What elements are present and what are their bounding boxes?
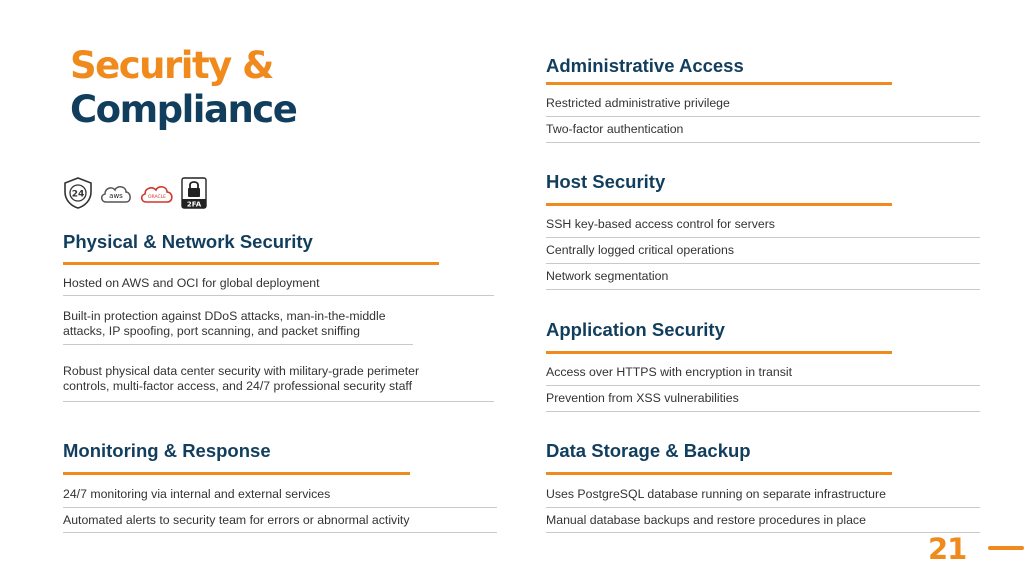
host-item-2: Centrally logged critical operations (546, 243, 980, 264)
page-number: 21 (928, 532, 967, 566)
monitoring-heading-rule (63, 472, 410, 475)
physical-heading-rule (63, 262, 439, 265)
storage-item-1: Uses PostgreSQL database running on separate infrastructure (546, 487, 980, 508)
physical-item-1: Hosted on AWS and OCI for global deployment (63, 276, 494, 296)
application-item-2: Prevention from XSS vulnerabilities (546, 391, 980, 412)
host-item-3: Network segmentation (546, 269, 980, 290)
application-item-1: Access over HTTPS with encryption in transit (546, 365, 980, 386)
host-security-heading: Host Security (546, 171, 666, 192)
storage-heading-rule (546, 472, 892, 475)
security-icons-row (62, 176, 208, 210)
page-number-accent-bar (988, 546, 1024, 550)
title-line-2: Compliance (70, 88, 297, 131)
24-hour-shield-icon (62, 176, 94, 210)
admin-item-2: Two-factor authentication (546, 122, 980, 143)
monitoring-heading: Monitoring & Response (63, 440, 271, 461)
physical-network-heading: Physical & Network Security (63, 231, 313, 252)
monitoring-item-1: 24/7 monitoring via internal and external services (63, 487, 497, 508)
2fa-lock-icon (180, 176, 208, 210)
application-security-heading: Application Security (546, 319, 725, 340)
shield-24-text: 24 (71, 189, 85, 200)
aws-cloud-text: aws (109, 192, 123, 200)
storage-item-2: Manual database backups and restore procedures in place (546, 513, 980, 533)
host-item-1: SSH key-based access control for servers (546, 217, 980, 238)
admin-item-1: Restricted administrative privilege (546, 96, 980, 117)
host-heading-rule (546, 203, 892, 206)
application-heading-rule (546, 351, 892, 354)
oracle-cloud-icon (138, 178, 176, 208)
physical-item-3-divider (63, 401, 494, 402)
oracle-cloud-text: ORACLE (148, 195, 166, 200)
data-storage-heading: Data Storage & Backup (546, 440, 751, 461)
admin-access-heading: Administrative Access (546, 55, 744, 76)
title-line-1: Security & (70, 44, 273, 87)
admin-heading-rule (546, 82, 892, 85)
physical-item-2: Built-in protection against DDoS attacks, man-in-the-middle attacks, IP spoofing, port scanning, and packet sniffing (63, 309, 413, 345)
physical-item-3: Robust physical data center security with military-grade perimeter controls, multi-factor access, and 24/7 professional security staff (63, 364, 420, 393)
monitoring-item-2: Automated alerts to security team for errors or abnormal activity (63, 513, 497, 533)
aws-cloud-icon (98, 178, 134, 208)
2fa-text: 2FA (186, 200, 202, 209)
